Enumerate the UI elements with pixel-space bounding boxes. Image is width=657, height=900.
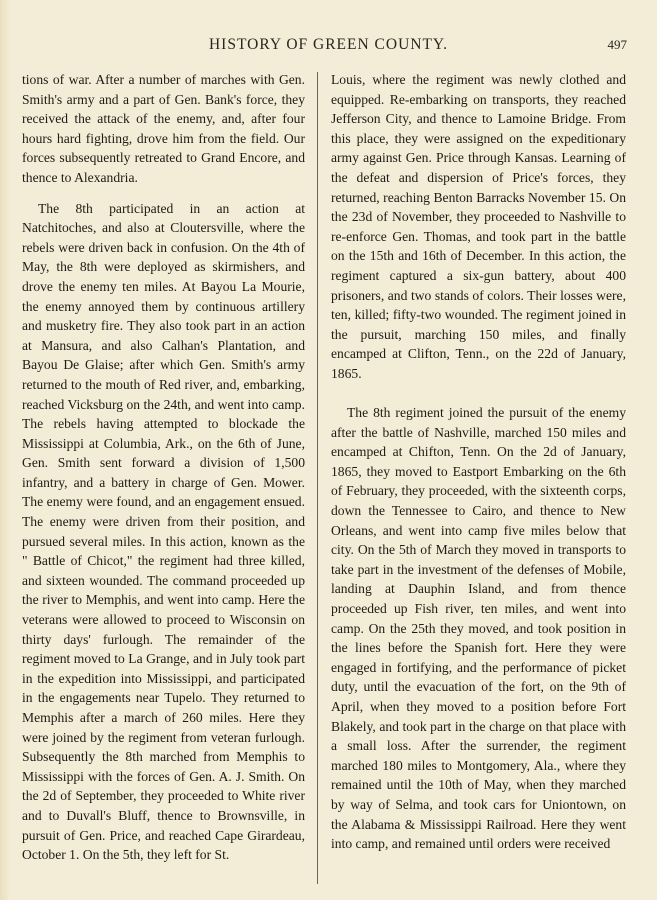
paragraph: tions of war. After a number of marches with Gen. Smith's army and a part of Gen. Bank's force, they received the attack of the enemy, and, after four hours hard fighting, drove him from the field. Our forces subsequently retreated to Grand Encore, and thence to Alexandria.: [22, 72, 305, 185]
paragraph-gap: [331, 384, 626, 404]
page-header: [0, 36, 657, 56]
left-column: [22, 70, 305, 865]
page-edge: [0, 0, 10, 900]
paragraph: Louis, where the regiment was newly clothed and equipped. Re-embarking on transports, they reached Jefferson City, and thence to Lamoine Bridge. From this place, they were assigned on the expeditionary army against Gen. Price through Kansas. Learning of the defeat and dispersion of Price's forces, they returned, reaching Benton Barracks November 15. On the 23d of November, they proceeded to Nashville to re-enforce Gen. Thomas, and took part in the battle on the 15th and 16th of December. In this action, the regiment captured a six-gun battery, about 400 prisoners, and two stands of colors. Their losses were, ten, killed; fifty-two wounded. The regiment joined in the pursuit, marching 150 miles, and finally encamped at Clifton, Tenn., on the 22d of January, 1865.: [331, 72, 626, 381]
right-column: [331, 70, 626, 854]
paragraph: The 8th regiment joined the pursuit of the enemy after the battle of Nashville, marched 150 miles and encamped at Chifton, Tenn. On the 2d of January, 1865, they moved to Eastport Embarking on the 6th of February, they proceeded, with the sixteenth corps, down the Tennessee to Cairo, and thence to New Orleans, and went into camp five miles below that city. On the 5th of March they moved in transports to take part in the investment of the defenses of Mobile, landing at Dauphin Island, and from thence proceeded up Fish river, ten miles, and went into camp. On the 25th they moved, and took position in the lines before the Spanish fort. Here they were engaged in fortifying, and the performance of picket duty, until the evacuation of the fort, on the 9th of April, when they moved to a position before Fort Blakely, and took part in the charge on that place with a small loss. After the surrender, the regiment marched 180 miles to Montgomery, Ala., where they remained until the 10th of May, when they marched by way of Selma, and took cars for Uniontown, on the Alabama & Mississippi Railroad. Here they went into camp, and remained until orders were received: [331, 405, 626, 852]
page-number: 497: [607, 37, 627, 52]
running-title: HISTORY OF GREEN COUNTY.: [208, 36, 449, 53]
paragraph-gap: [22, 188, 305, 199]
column-divider: [317, 72, 318, 884]
paragraph: The 8th participated in an action at Natchitoches, and also at Cloutersville, where the rebels were driven back in confusion. On the 4th of May, the 8th were deployed as skirmishers, and drove the enemy ten miles. At Bayou La Mourie, the enemy annoyed them by continuous artillery and musketry fire. They also took part in an action at Mansura, and also Calhan's Plantation, and Bayou De Glaise; after which Gen. Smith's army returned to the mouth of Red river, and, embarking, reached Vicksburg on the 24th, and went into camp. The rebels having attempted to blockade the Mississippi at Columbia, Ark., on the 6th of June, Gen. Smith sent forward a division of 1,500 infantry, and a battery in charge of Gen. Mower. The enemy were found, and an engagement ensued. The enemy were driven from their position, and pursued several miles. In this action, known as the " Battle of Chicot," the regiment had three killed, and sixteen wounded. The command proceeded up the river to Memphis, and went into camp. Here the veterans were allowed to proceed to Wisconsin on thirty days' furlough. The remainder of the regiment moved to La Grange, and in July took part in the expedition into Mississippi, and participated in the engagements near Tupelo. They returned to Memphis after a march of 260 miles. Here they were joined by the regiment from veteran furlough. Subsequently the 8th marched from Memphis to Mississippi with the forces of Gen. A. J. Smith. On the 2d of September, they proceeded to White river and to Duvall's Bluff, thence to Brownsville, in pursuit of Gen. Price, and reached Cape Girardeau, October 1. On the 5th, they left for St.: [22, 200, 305, 863]
